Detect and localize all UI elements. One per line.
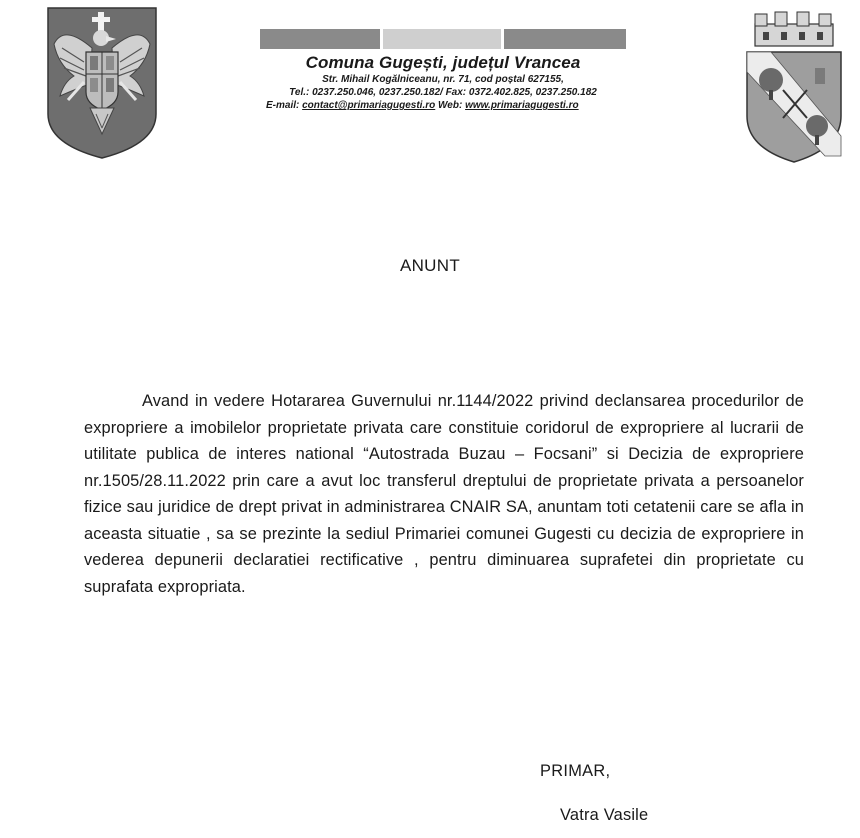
gugesti-coat-of-arms-icon <box>741 6 847 166</box>
header-bar-left <box>260 29 380 49</box>
signature-name: Vatra Vasile <box>560 806 649 824</box>
org-contact-line <box>260 99 626 112</box>
org-name: Comuna Gugești, județul Vrancea <box>305 53 581 72</box>
header-decorative-bars <box>260 29 626 49</box>
web-link[interactable]: www.primariagugesti.ro <box>465 100 579 111</box>
email-label: E-mail: <box>266 100 303 111</box>
signature-role: PRIMAR, <box>540 762 611 780</box>
document-title: ANUNT <box>399 256 461 275</box>
web-label: Web: <box>435 100 466 111</box>
romania-coat-of-arms-icon <box>44 4 160 160</box>
org-phone: Tel.: 0237.250.046, 0237.250.182/ Fax: 0372.402.825, 0237.250.182 <box>289 87 597 98</box>
org-address: Str. Mihail Kogălniceanu, nr. 71, cod poștal 627155, <box>322 74 564 85</box>
announcement-body: Avand in vedere Hotararea Guvernului nr.1144/2022 privind declansarea procedurilor de expropriere a imobilelor proprietate privata care constituie coridorul de expropriere al lucrarii de utilitate publica de interes national “Autostrada Buzau – Focsani” si Decizia de expropriere nr.1505/28.11.2022 prin care a avut loc transferul dreptului de proprietate privata a persoanelor fizice sau juridice de drept privat in administrarea CNAIR SA, anuntam toti cetatenii care se afla in aceasta situatie , sa se prezinte la sediul Primariei comunei Gugesti cu decizia de expropriere in vederea depunerii declaratiei rectificative , pentru diminuarea suprafetei din proprietate cu suprafata expropriata. <box>84 392 804 596</box>
email-link[interactable]: contact@primariagugesti.ro <box>302 100 436 111</box>
header-bar-right <box>504 29 626 49</box>
letterhead <box>260 53 626 112</box>
header-bar-middle <box>383 29 501 49</box>
